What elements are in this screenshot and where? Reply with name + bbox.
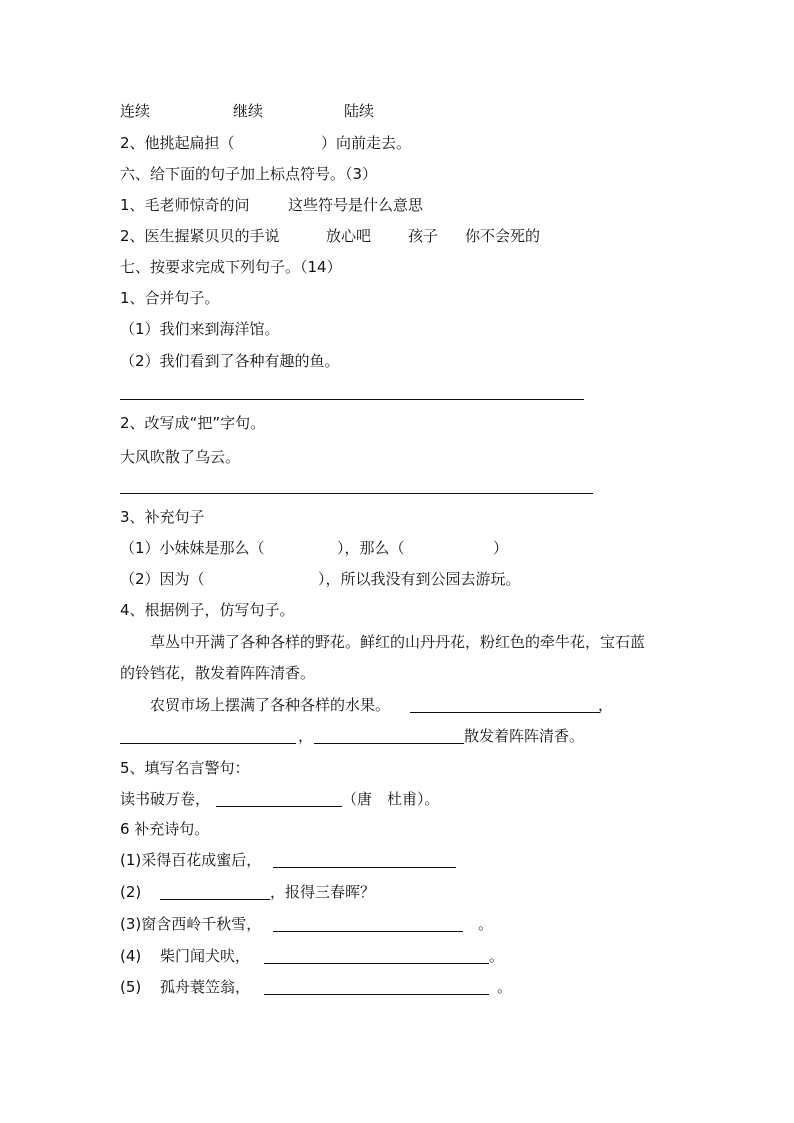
section7-q3-title: 3、补充句子: [120, 508, 205, 526]
section7-q5-title: 5、填写名言警句：: [120, 759, 250, 777]
section6-item2-a: 2、医生握紧贝贝的手说: [120, 227, 280, 245]
section7-q4-title: 4、根据例子，仿写句子。: [120, 601, 295, 619]
section6-item2-c: 孩子: [408, 227, 439, 245]
answer-line-poem-2[interactable]: [160, 899, 270, 900]
poem-5-num: (5): [120, 978, 142, 996]
section7-q3-s1-a: （1）小妹妹是那么（: [120, 539, 265, 557]
poem-3-end: 。: [478, 915, 494, 933]
section7-q6-title: 6 补充诗句。: [120, 820, 210, 838]
answer-line-q4-1[interactable]: [410, 712, 600, 713]
poem-4-end: 。: [489, 947, 505, 965]
answer-line-q4-3[interactable]: [314, 743, 464, 744]
section7-q2-title: 2、改写成“把”字句。: [120, 414, 266, 432]
section7-q3-s1-b: ），那么（: [337, 539, 405, 557]
section7-q1-s1: （1）我们来到海洋馆。: [120, 320, 280, 338]
section6-item1-b: 这些符号是什么意思: [288, 196, 424, 214]
poem-2-num: (2): [120, 883, 142, 901]
answer-line-q5[interactable]: [216, 806, 342, 807]
section7-q3-s1-c: ）: [493, 539, 509, 557]
section7-q4-example-line1: 草丛中开满了各种各样的野花。鲜红的山丹丹花，粉红色的牵牛花，宝石蓝: [150, 633, 646, 651]
section7-q4-practice-a: 农贸市场上摆满了各种各样的水果。: [150, 696, 391, 714]
poem-3: (3)窗含西岭千秋雪，: [120, 915, 262, 933]
answer-line-q2[interactable]: [120, 493, 593, 494]
section7-q5-line-b: （唐 杜甫）。: [342, 790, 440, 808]
poem-4-num: (4): [120, 947, 142, 965]
section7-q3-s2-a: （2）因为（: [120, 570, 205, 588]
answer-line-q4-2[interactable]: [120, 743, 296, 744]
poem-1: (1)采得百花成蜜后，: [120, 851, 262, 869]
section7-q2-sentence: 大风吹散了乌云。: [120, 448, 241, 466]
q5-2-suffix: ）向前走去。: [321, 134, 412, 152]
word-lianxu: 连续: [120, 102, 151, 120]
section7-title: 七、按要求完成下列句子。（14）: [120, 258, 342, 276]
poem-4-text: 柴门闻犬吠，: [160, 947, 251, 965]
section7-q3-s2-b: ），所以我没有到公园去游玩。: [318, 570, 521, 588]
section6-item2-d: 你不会死的: [465, 227, 541, 245]
answer-line-q1[interactable]: [120, 399, 584, 400]
word-luxu: 陆续: [344, 102, 375, 120]
section7-q4-end: 散发着阵阵清香。: [464, 727, 585, 745]
answer-line-poem-5[interactable]: [264, 994, 489, 995]
section7-q4-example-line2: 的铃铛花，散发着阵阵清香。: [120, 664, 316, 682]
answer-line-poem-3[interactable]: [273, 931, 463, 932]
section7-q4-comma1: ，: [598, 696, 614, 714]
section6-item2-b: 放心吧: [326, 227, 372, 245]
section7-q4-comma2: ，: [298, 727, 314, 745]
section6-title: 六、给下面的句子加上标点符号。（3）: [120, 165, 378, 183]
section6-item1-a: 1、毛老师惊奇的问: [120, 196, 250, 214]
poem-5-end: 。: [497, 978, 513, 996]
answer-line-poem-1[interactable]: [273, 867, 456, 868]
answer-line-poem-4[interactable]: [264, 963, 489, 964]
word-jixu: 继续: [233, 102, 264, 120]
poem-2-text: ，报得三春晖？: [270, 883, 376, 901]
section7-q1-s2: （2）我们看到了各种有趣的鱼。: [120, 352, 340, 370]
poem-5-text: 孤舟蓑笠翁，: [160, 978, 251, 996]
section7-q5-line-a: 读书破万卷，: [120, 790, 211, 808]
section7-q1-title: 1、合并句子。: [120, 289, 220, 307]
q5-2-prefix: 2、他挑起扁担（: [120, 134, 235, 152]
